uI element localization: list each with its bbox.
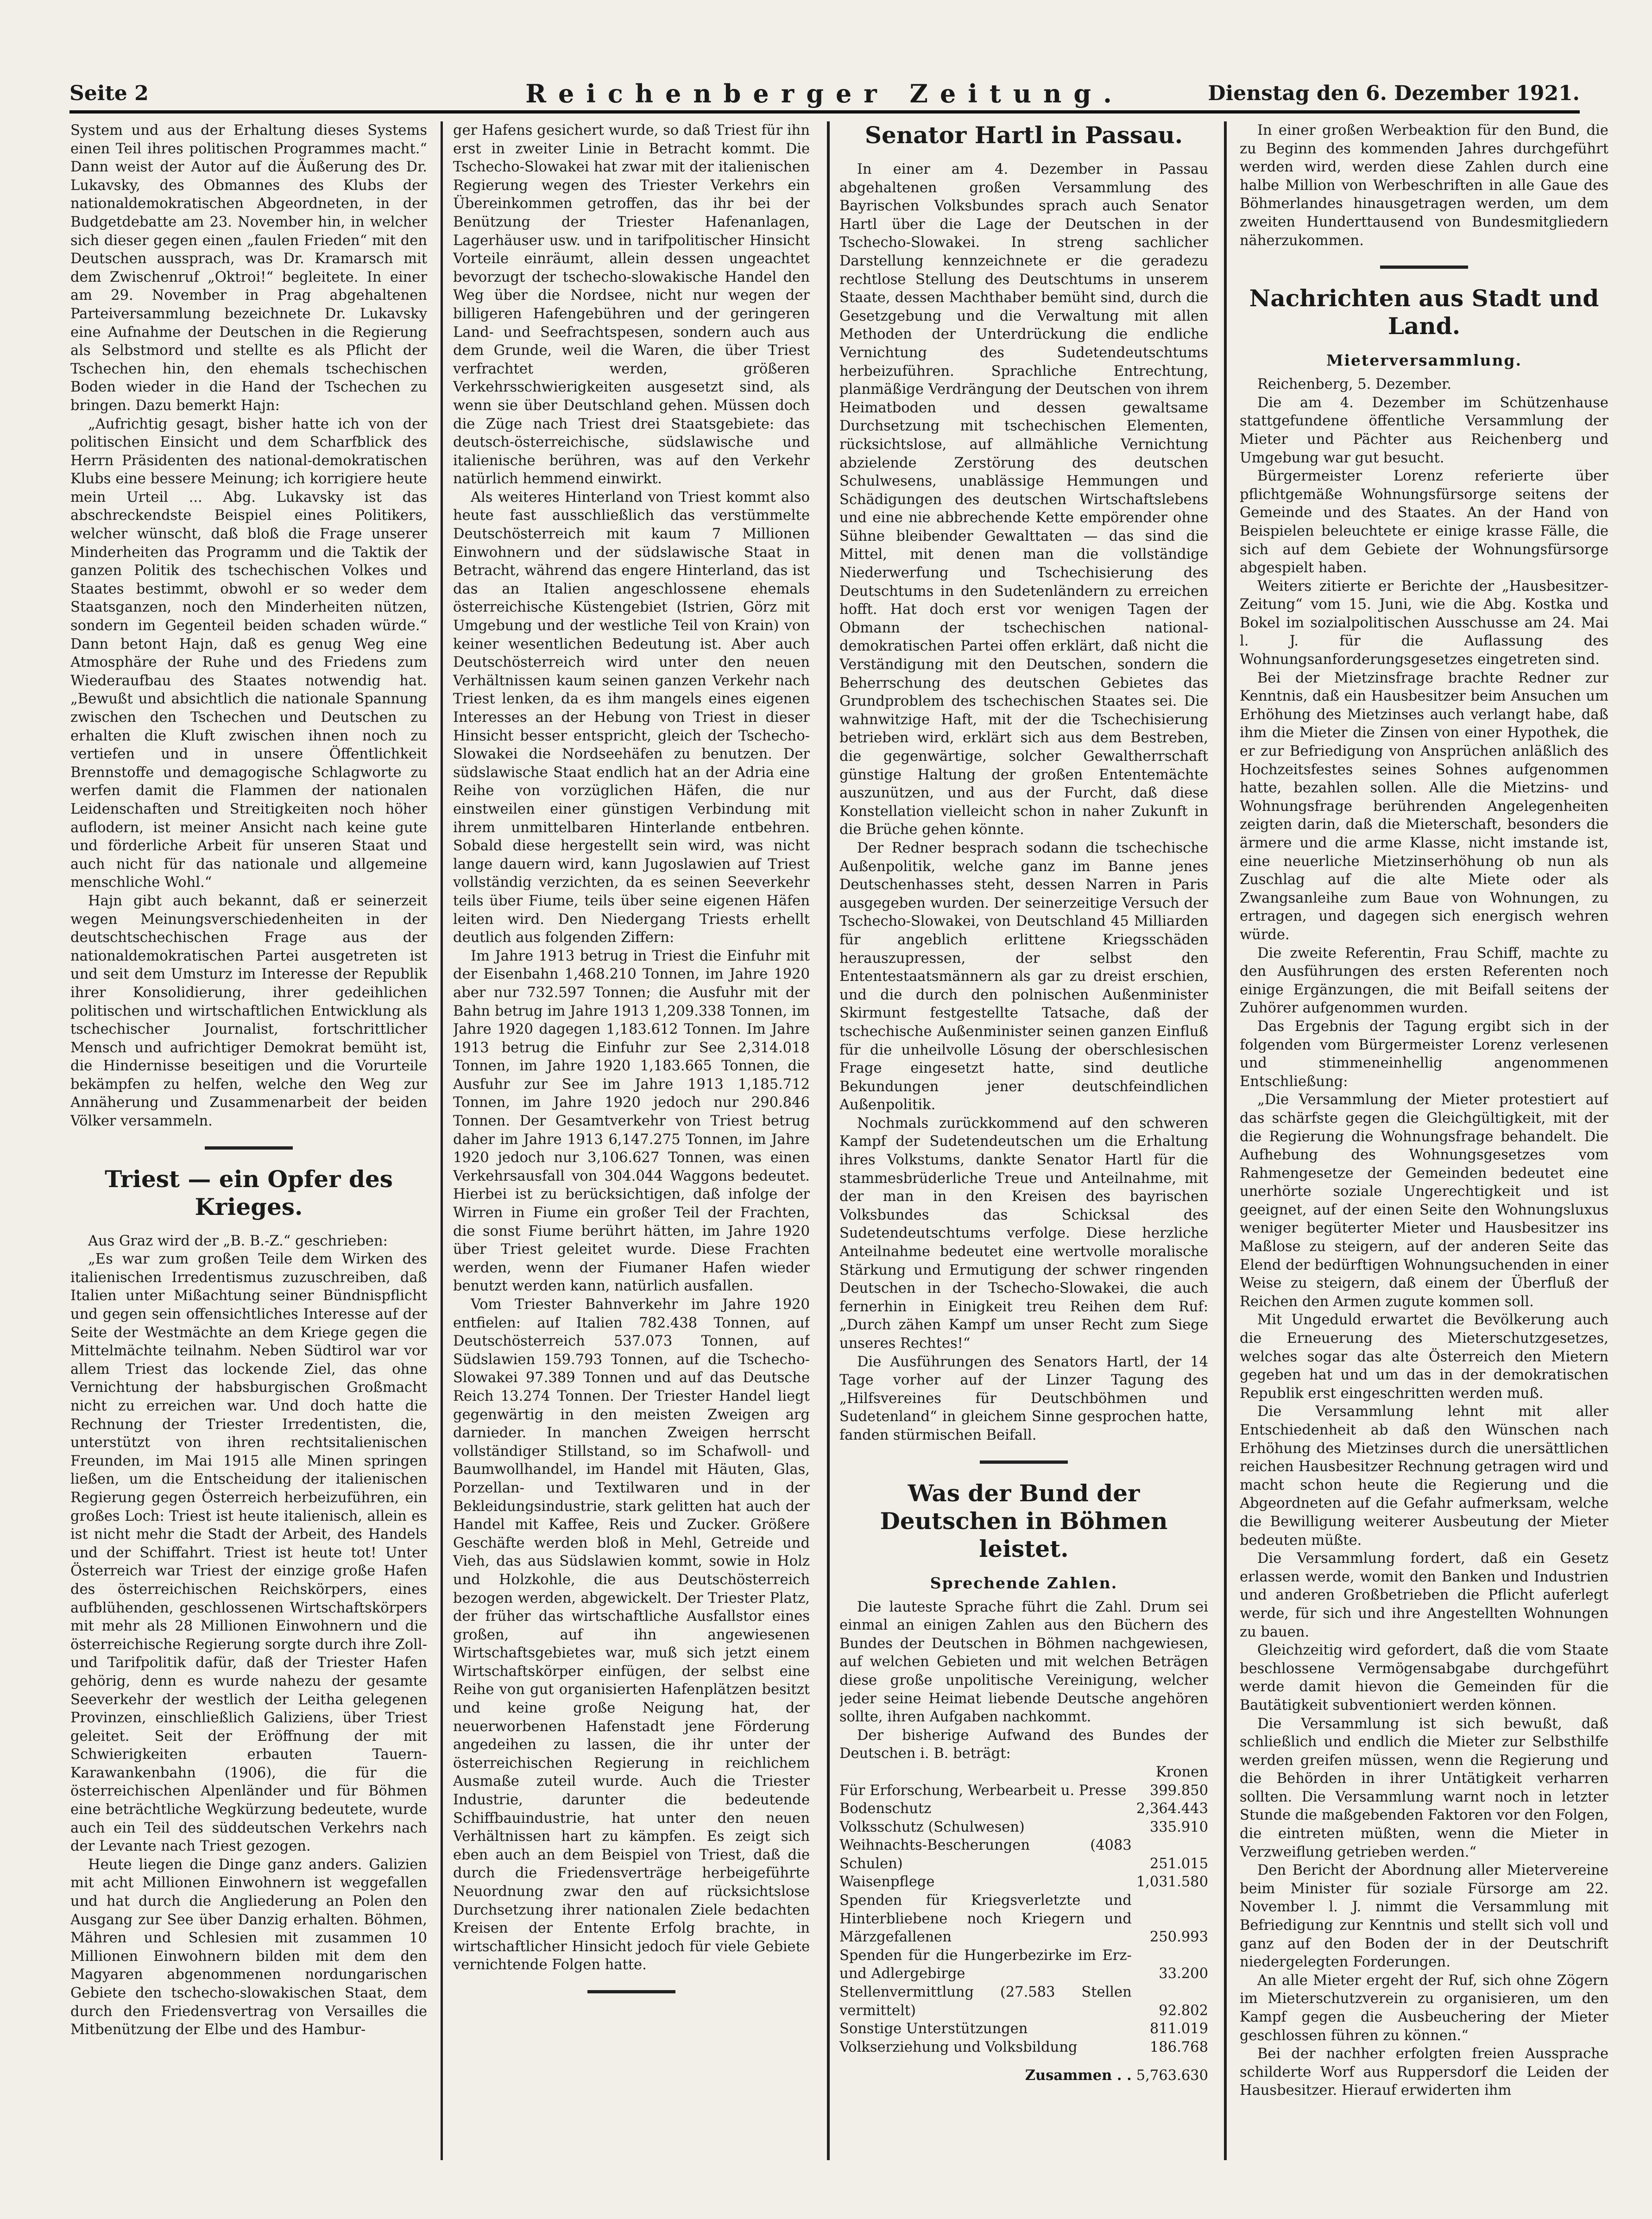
- row-label: Weihnachts-Bescherungen (4083 Schulen): [839, 1837, 1132, 1872]
- row-label: Bodenschutz: [839, 1801, 932, 1817]
- separator: [980, 1460, 1068, 1464]
- table-unit-header: Kronen: [1155, 1764, 1208, 1780]
- row-value: 399.850: [1149, 1782, 1208, 1799]
- paragraph: Gleichzeitig wird gefordert, daß die vom Staate beschlossene Vermögensabgabe durchgeführt werde damit hievon die Gemeinden für die Bautätigkeit subventioniert werden können.: [1240, 1642, 1608, 1713]
- row-value: 186.768: [1149, 2039, 1208, 2055]
- row-value: 1,031.580: [1136, 1874, 1208, 1890]
- headline-bund-der-deutschen: Was der Bund der Deutschen in Böhmen leistet.: [880, 1479, 1168, 1562]
- paragraph: Bürgermeister Lorenz referierte über pflichtgemäße Wohnungsfürsorge seitens der Gemeinde und des Staates. An der Hand von Beispielen beleuchtete er einige krasse Fälle, die sich auf dem Gebiete der Wohnungsfürsorge abgespielt haben.: [1240, 468, 1608, 576]
- row-label: Volkserziehung und Volksbildung: [839, 2039, 1078, 2055]
- paragraph: Das Ergebnis der Tagung ergibt sich in der folgenden vom Bürgermeister Lorenz verlesenen und stimmeneinhellig angenommenen Entschließung:: [1240, 1018, 1608, 1090]
- row-label: Spenden für Kriegsverletzte und Hinterbliebene noch Kriegern und Märzgefallenen: [839, 1892, 1132, 1946]
- table-row: [839, 2020, 1208, 2038]
- table-row: [839, 1782, 1208, 1800]
- row-label: Waisenpflege: [839, 1874, 935, 1890]
- paragraph: Bei der nachher erfolgten freien Aussprache schilderte Worf aus Ruppersdorf die Leiden der Hausbesitzer. Hierauf erwiderten ihm: [1240, 2046, 1608, 2099]
- row-label: Für Erforschung, Werbearbeit u. Presse: [839, 1782, 1127, 1799]
- paragraph: Aus Graz wird der „B. B.-Z.“ geschrieben:: [88, 1233, 388, 1249]
- row-value: 251.015: [1149, 1855, 1208, 1872]
- separator: [587, 1990, 675, 1993]
- issue-date: Dienstag den 6. Dezember 1921.: [1208, 82, 1580, 105]
- paragraph: Als weiteres Hinterland von Triest kommt also heute fast ausschließlich das verstümmelte Deutschösterreich mit kaum 7 Millionen Einwohnern und der südslawische Staat in Betracht, während das engere Hinterland, das ist das an Italien angeschlossene ehemals österreichische Küstengebiet (Istrien, Görz mit Umgebung und der westliche Teil von Krain) von keiner wesentlichen Bedeutung ist. Aber auch Deutschösterreich wird unter den neuen Verhältnissen kaum seinen ganzen Verkehr nach Triest lenken, da es ihm mangels eines eigenen Interesses an der Hebung von Triest in dieser Hinsicht besser entspricht, gleich der Tschecho-Slowakei die Nordseehäfen zu benutzen. Der südslawische Staat endlich hat an der Adria eine Reihe von vorzüglichen Häfen, die nur einstweilen einer günstigen Verbindung mit ihrem unmittelbaren Hinterlande entbehren. Sobald diese hergestellt sein wird, was nicht lange dauern wird, kann Jugoslawien auf Triest vollständig verzichten, da es seinen Seeverkehr teils über Fiume, teils über seine eigenen Häfen leiten wird. Den Niedergang Triests erhellt deutlich aus folgenden Ziffern:: [453, 489, 810, 946]
- column-4: [1240, 121, 1608, 2156]
- paragraph: Die zweite Referentin, Frau Schiff, machte zu den Ausführungen des ersten Referenten noch einige Ergänzungen, die mit Beifall seitens der Zuhörer aufgenommen wurden.: [1240, 945, 1608, 1017]
- paragraph: Die Versammlung lehnt mit aller Entschiedenheit ab daß den Wünschen nach Erhöhung des Mietzinses durch die unersättlichen reichen Hausbesitzer Rechnung getragen wird und macht schon heute die Regierung und die Abgeordneten auf die Gefahr aufmerksam, welche die Bewilligung weiterer Ausbeutung der Mieter bedeuten müßte.: [1240, 1403, 1608, 1549]
- row-value: 811.019: [1149, 2021, 1208, 2037]
- paragraph: Mit Ungeduld erwartet die Bevölkerung auch die Erneuerung des Mieterschutzgesetzes, welches sogar das alte Österreich den Mietern gegeben hat und um das in der demokratischen Republik erst eingeschritten werden muß.: [1240, 1312, 1608, 1402]
- paragraph: Die Ausführungen des Senators Hartl, der 14 Tage vorher auf der Linzer Tagung des „Hilfsvereines für Deutschböhmen und Sudetenland“ in gleichem Sinne gesprochen hatte, fanden stürmischen Beifall.: [839, 1353, 1208, 1443]
- newspaper-title: Reichenberger Zeitung.: [525, 79, 1124, 108]
- column-rule: [1224, 121, 1227, 2160]
- paragraph: Den Bericht der Abordnung aller Mietervereine beim Minister für soziale Fürsorge am 22. November l. J. nimmt die Versammlung mit Befriedigung zur Kenntnis und stellt sich voll und ganz auf den Boden der in der Deutschrift niedergelegten Forderungen.: [1240, 1862, 1608, 1971]
- paragraph: Heute liegen die Dinge ganz anders. Galizien mit acht Millionen Einwohnern ist weggefallen und hat durch die Angliederung an Polen den Ausgang zur See über Danzig erhalten. Böhmen, Mähren und Schlesien mit zusammen 10 Millionen Einwohnern bilden mit dem den Magyaren abgenommenen nordungarischen Gebiete den tschecho-slowakischen Staat, dem durch den Friedensvertrag von Versailles die Mitbenützung der Elbe und des Hambur-: [70, 1856, 427, 2038]
- table-row: [839, 1800, 1208, 1818]
- masthead: [69, 78, 1580, 114]
- subheadline-mieterversammlung: Mieterversammlung.: [1326, 351, 1522, 370]
- table-row: [839, 1836, 1208, 1873]
- row-value: 92.802: [1159, 2002, 1208, 2019]
- paragraph: ger Hafens gesichert wurde, so daß Triest für ihn erst in zweiter Linie in Betracht kommt. Die Tschecho-Slowakei hat zwar mit der italienischen Regierung wegen des Triester Verkehrs ein Übereinkommen getroffen, das ihr bei der Benützung der Triester Hafenanlagen, Lagerhäuser usw. und in tarifpolitischer Hinsicht Vorteile einräumt, allein dessen ungeachtet bevorzugt der tschecho-slowakische Handel den Weg über die Nordsee, nicht nur wegen der billigeren Hafengebühren und der geringeren Land- und Seefrachtspesen, sondern auch aus dem Grunde, weil die Waren, die über Triest verfrachtet werden, größeren Verkehrsschwierigkeiten ausgesetzt sind, als wenn sie über Deutschland gehen. Müssen doch die Züge nach Triest drei Staatsgebiete: das deutsch-österreichische, südslawische und italienische berühren, was auf den Verkehr natürlich hemmend einwirkt.: [453, 122, 810, 487]
- row-label: Sonstige Unterstützungen: [839, 2021, 1028, 2037]
- paragraph: Hajn gibt auch bekannt, daß er seinerzeit wegen Meinungsverschiedenheiten in der deutschtschechischen Frage aus der nationaldemokratischen Partei ausgetreten ist und seit dem Umsturz im Interesse der Republik ihrer Konsolidierung, ihrer gedeihlichen politischen und wirtschaftlichen Entwicklung als tschechischer Journalist, fortschrittlicher Mensch und aufrichtiger Demokrat bemüht ist, die Hindernisse beseitigen und die Vorurteile bekämpfen zu helfen, welche den Weg zur Annäherung und Zusammenarbeit der beiden Völker versammeln.: [70, 892, 427, 1130]
- row-label: Spenden für die Hungerbezirke im Erz- und Adlergebirge: [839, 1947, 1132, 1982]
- total-label: Zusammen . .: [1025, 2067, 1132, 2084]
- expenditure-table: [839, 1763, 1208, 2085]
- paragraph: Die am 4. Dezember im Schützenhause stattgefundene öffentliche Versammlung der Mieter und Pächter aus Reichenberg und Umgebung war gut besucht.: [1240, 394, 1608, 466]
- table-total-row: [839, 2056, 1208, 2085]
- table-row: [839, 1891, 1208, 1947]
- row-value: 2,364.443: [1136, 1801, 1208, 1817]
- total-value: 5,763.630: [1136, 2067, 1208, 2084]
- paragraph: Die Versammlung ist sich bewußt, daß schließlich und endlich die Mieter zur Selbsthilfe werden greifen müssen, wenn die Regierung und die Behörden in ihrer Untätigkeit verharren sollten. Die Versammlung warnt noch in letzter Stunde die maßgebenden Faktoren vor den Folgen, die eintreten müßten, wenn die Mieter in Verzweiflung getrieben werden.“: [1240, 1715, 1608, 1860]
- row-value: 335.910: [1149, 1819, 1208, 1835]
- headline-triest: Triest — ein Opfer des Krieges.: [105, 1165, 393, 1220]
- table-row: [839, 1818, 1208, 1837]
- column-1: [70, 121, 427, 2156]
- column-3: [839, 121, 1208, 2156]
- separator: [205, 1146, 293, 1150]
- headline-nachrichten: Nachrichten aus Stadt und Land.: [1249, 284, 1599, 340]
- paragraph: An alle Mieter ergeht der Ruf, sich ohne Zögern im Mieterschutzverein zu organisieren, um den Kampf gegen die Ausbeuchering der Mieter geschlossen führen zu können.“: [1240, 1972, 1608, 2044]
- paragraph: „Es war zum großen Teile dem Wirken des italienischen Irredentismus zuzuschreiben, daß Italien unter Mißachtung seiner Bündnispflicht und gegen sein offensichtliches Interesse auf der Seite der Westmächte an dem Kriege gegen die Mittelmächte teilnahm. Neben Südtirol war vor allem Triest das lockende Ziel, das ohne Vernichtung der habsburgischen Großmacht nicht zu erreichen war. Und doch hatte die Rechnung der Triester Irredentisten, die, unterstützt von ihren rechtsitalienischen Freunden, im Mai 1915 alle Minen springen ließen, um die Entscheidung der italienischen Regierung gegen Österreich herbeizuführen, ein großes Loch: Triest ist heute italienisch, allein es ist nicht mehr die Stadt der Arbeit, des Handels und der Schiffahrt. Triest ist heute tot! Unter Österreich war Triest der einzige große Hafen des österreichischen Reichskörpers, eines aufblühenden, geschlossenen Wirtschaftskörpers mit mehr als 28 Millionen Einwohnern und die österreichische Regierung sorgte durch ihre Zoll- und Tarifpolitik dafür, daß der Triester Hafen gehörig, denn es wurde nahezu der gesamte Seeverkehr der westlich der Leitha gelegenen Provinzen, einschließlich Galiziens, über Triest geleitet. Seit der Eröffnung der mit Schwierigkeiten erbauten Tauern-Karawankenbahn (1906), die für die österreichischen Alpenländer und für Böhmen eine beträchtliche Wegkürzung bedeutete, wurde auch ein Teil des süddeutschen Verkehrs nach der Levante nach Triest gezogen.: [70, 1251, 427, 1855]
- row-label: Volksschutz (Schulwesen): [839, 1819, 1025, 1835]
- column-2: [453, 121, 810, 2156]
- paragraph: In einer am 4. Dezember in Passau abgehaltenen großen Versammlung des Bayrischen Volksbundes sprach auch Senator Hartl über die Lage der Deutschen in der Tschecho-Slowakei. In streng sachlicher Darstellung kennzeichnete er die geradezu rechtlose Stellung des Deutschtums in unserem Staate, dessen Machthaber bemüht sind, durch die Gesetzgebung und die Verwaltung mit allen Methoden der Unterdrückung die endliche Vernichtung des Sudetendeutschtums herbeizuführen. Sprachliche Entrechtung, planmäßige Verdrängung der Deutschen von ihrem Heimatboden und dessen gewaltsame Durchsetzung mit tschechischen Elementen, rücksichtslose, auf allmähliche Vernichtung abzielende Zerstörung des deutschen Schulwesens, unablässige Hemmungen und Schädigungen des deutschen Wirtschaftslebens und eine nie abbrechende Kette empörender ohne Sühne bleibender Gewalttaten — das sind die Mittel, mit denen man die vollständige Niederwerfung und Tschechisierung des Deutschtums in den Sudetenländern zu erreichen hofft. Hat doch erst vor wenigen Tagen der Obmann der tschechischen national-demokratischen Partei offen erklärt, daß nicht die Verständigung mit den Deutschen, sondern die Beherrschung des deutschen Gebietes das Grundproblem des tschechischen Staates sei. Die wahnwitzige Haft, mit der die Tschechisierung betrieben wird, erklärt sich aus dem Bestreben, die gegenwärtige, solcher Gewaltherrschaft günstige Haltung der großen Ententemächte auszunützen, und aus der Furcht, daß diese Konstellation vielleicht schon in naher Zukunft in die Brüche gehen könnte.: [839, 161, 1208, 838]
- table-row: [839, 1983, 1208, 2020]
- paragraph: Im Jahre 1913 betrug in Triest die Einfuhr mit der Eisenbahn 1,468.210 Tonnen, im Jahre 1920 aber nur 732.597 Tonnen; die Ausfuhr mit der Bahn betrug im Jahre 1913 1,209.338 Tonnen, im Jahre 1920 dagegen 1,183.612 Tonnen. Im Jahre 1913 betrug die Einfuhr zur See 2,314.018 Tonnen, im Jahre 1920 1,183.665 Tonnen, die Ausfuhr zur See im Jahre 1913 1,185.712 Tonnen, im Jahre 1920 jedoch nur 290.846 Tonnen. Der Gesamtverkehr von Triest betrug daher im Jahre 1913 6,147.275 Tonnen, im Jahre 1920 jedoch nur 3,106.627 Tonnen, was einen Verkehrsausfall von 304.044 Waggons bedeutet. Hierbei ist zu berücksichtigen, daß infolge der Wirren in Fiume ein großer Teil der Frachten, die sonst Fiume berührt hätten, im Jahre 1920 über Triest geleitet wurde. Diese Frachten werden, wenn der Fiumaner Hafen wieder benutzt werden kann, natürlich ausfallen.: [453, 948, 810, 1295]
- row-value: 250.993: [1149, 1929, 1208, 1946]
- paragraph: Die lauteste Sprache führt die Zahl. Drum sei einmal an einigen Zahlen aus den Büchern des Bundes der Deutschen in Böhmen nachgewiesen, auf welchen Gebieten und mit welchen Beträgen diese große unpolitische Vereinigung, welcher jeder seine Heimat liebende Deutsche angehören sollte, ihren Aufgaben nachkommt.: [839, 1599, 1208, 1726]
- paragraph: Der bisherige Aufwand des Bundes der Deutschen i. B. beträgt:: [839, 1727, 1208, 1762]
- paragraph: Vom Triester Bahnverkehr im Jahre 1920 entfielen: auf Italien 782.438 Tonnen, auf Deutschösterreich 537.073 Tonnen, auf Südslawien 159.793 Tonnen, auf die Tschecho-Slowakei 97.389 Tonnen und auf das Deutsche Reich 13.274 Tonnen. Der Triester Handel liegt gegenwärtig in den meisten Zweigen arg darnieder. In manchen Zweigen herrscht vollständiger Stillstand, so im Schafwoll- und Baumwollhandel, im Handel mit Häuten, Glas, Porzellan- und Textilwaren und in der Bekleidungsindustrie, stark gelitten hat auch der Handel mit Kaffee, Reis und Zucker. Größere Geschäfte werden bloß in Mehl, Getreide und Vieh, das aus Südslawien kommt, sowie in Holz und Holzkohle, die aus Deutschösterreich bezogen werden, abgewickelt. Der Triester Platz, der früher das wirtschaftliche Ausfallstor eines großen, auf ihn angewiesenen Wirtschaftsgebietes war, muß sich jetzt einem Wirtschaftskörper einfügen, der selbst eine Reihe von gut organisierten Hafenplätzen besitzt und keine große Neigung hat, der neuerworbenen Hafenstadt jene Förderung angedeihen zu lassen, die ihr unter der österreichischen Regierung in reichlichem Ausmaße zuteil wurde. Auch die Triester Industrie, darunter die bedeutende Schiffbauindustrie, hat unter den neuen Verhältnissen hart zu kämpfen. Es zeigt sich eben auch an dem Beispiel von Triest, daß die durch die Friedensverträge herbeigeführte Neuordnung zwar den auf rücksichtslose Durchsetzung ihrer nationalen Ziele bedachten Kreisen der Entente Erfolg brachte, in wirtschaftlicher Hinsicht jedoch für viele Gebiete vernichtende Folgen hatte.: [453, 1296, 810, 1973]
- paragraph: Der Redner besprach sodann die tschechische Außenpolitik, welche ganz im Banne jenes Deutschenhasses steht, dessen Narren in Paris ausgegeben wurden. Der seinerzeitige Versuch der Tschecho-Slowakei, von Deutschland 45 Milliarden für angeblich erlittene Kriegsschäden herauszupressen, der selbst den Ententestaatsmännern als gar zu dreist erschien, und die durch den polnischen Außenminister Skirmunt festgestellte Tatsache, daß der tschechische Außenminister seinen ganzen Einfluß für die unheilvolle Lösung der oberschlesischen Frage eingesetzt hatte, sind deutliche Bekundungen jener deutschfeindlichen Außenpolitik.: [839, 840, 1208, 1113]
- separator: [1380, 266, 1468, 269]
- column-rule: [827, 121, 830, 2160]
- page-number: Seite 2: [69, 82, 149, 105]
- paragraph: „Die Versammlung der Mieter protestiert auf das schärfste gegen die Gleichgültigkeit, mit der die Regierung die Wohnungsfrage behandelt. Die Aufhebung des Wohnungsgesetzes vom Rahmengesetze der Gemeinden bedeutet eine unerhörte soziale Ungerechtigkeit und ist geeignet, auf der einen Seite den Wohnungsluxus weniger begüterter Mieter und Hausbesitzer ins Maßlose zu steigern, auf der anderen Seite das Elend der bedürftigen Wohnungsuchenden in einer Weise zu steigern, daß einem der Überfluß der Reichen den Armen zugute kommen soll.: [1240, 1092, 1608, 1310]
- subheadline: Sprechende Zahlen.: [930, 1574, 1118, 1592]
- table-row: [839, 1873, 1208, 1891]
- row-label: Stellenvermittlung (27.583 Stellen vermittelt): [839, 1984, 1132, 2019]
- dateline: Reichenberg, 5. Dezember.: [1257, 376, 1452, 393]
- paragraph: Bei der Mietzinsfrage brachte Redner zur Kenntnis, daß ein Hausbesitzer beim Ansuchen um Erhöhung des Mietzinses auch verlangt habe, daß ihm die Mieter die Zinsen von einer Hypothek, die er zur Befriedigung von Ansprüchen anläßlich des Hochzeitsfestes seines Sohnes aufgenommen hatte, bezahlen sollen. Alle die Mietzins- und Wohnungsfrage berührenden Angelegenheiten zeigten darin, daß die Mieterschaft, besonders die ärmere und die arme Klasse, nicht imstande ist, eine neuerliche Mietzinserhöhung ob nun als Zuschlag auf die alte Miete oder als Zwangsanleihe zum Baue von Wohnungen, zu ertragen, und dagegen sich energisch wehren würde.: [1240, 670, 1608, 943]
- paragraph: Weiters zitierte er Berichte der „Hausbesitzer-Zeitung“ vom 15. Juni, wie die Abg. Kostka und Bokel im sozialpolitischen Ausschusse am 24. Mai l. J. für die Auflassung des Wohnungsanforderungsgesetzes eingetreten sind.: [1240, 578, 1608, 668]
- table-row: [839, 1947, 1208, 1983]
- row-value: 33.200: [1159, 1966, 1208, 1982]
- paragraph: „Aufrichtig gesagt, bisher hatte ich von der politischen Einsicht und dem Scharfblick des Herrn Präsidenten des national-demokratischen Klubs eine bessere Meinung; ich korrigiere heute mein Urteil ... Abg. Lukavsky ist das abschreckendste Beispiel eines Politikers, welcher wünscht, daß bloß die Frage unserer Minderheiten das Programm und die Taktik der ganzen Politik des tschechischen Volkes und Staates bestimmt, obwohl er so weder dem Staatsganzen, noch den Minderheiten nützen, sondern im Gegenteil beiden schaden würde.“ Dann betont Hajn, daß es genug Weg eine Atmosphäre der Ruhe und des Friedens zum Wiederaufbau des Staates notwendig hat. „Bewußt und absichtlich die nationale Spannung zwischen den Tschechen und Deutschen zu erhalten die Kluft zwischen ihnen noch zu vertiefen und in unsere Öffentlichkeit Brennstoffe und demagogische Schlagworte zu werfen damit die Flammen der nationalen Leidenschaften und Streitigkeiten noch höher auflodern, ist meiner Ansicht nach keine gute und förderliche Arbeit für unseren Staat und auch nicht für das nationale und allgemeine menschliche Wohl.“: [70, 416, 427, 891]
- paragraph: In einer großen Werbeaktion für den Bund, die zu Beginn des kommenden Jahres durchgeführt werden wird, werden diese Zahlen durch eine halbe Million von Werbeschriften in alle Gaue des Böhmerlandes hinausgetragen werden, um dem zweiten Hunderttausend von Bundesmitgliedern näherzukommen.: [1240, 122, 1608, 249]
- paragraph: Die Versammlung fordert, daß ein Gesetz erlassen werde, womit den Banken und Industrien und anderen Großbetrieben die Pflicht auferlegt werde, für sich und ihre Angestellten Wohnungen zu bauen.: [1240, 1550, 1608, 1640]
- paragraph: Nochmals zurückkommend auf den schweren Kampf der Sudetendeutschen um die Erhaltung ihres Volkstums, dankte Senator Hartl für die stammesbrüderliche Treue und Anteilnahme, mit der man in den Kreisen des bayrischen Volksbundes das Schicksal des Sudetendeutschtums verfolge. Diese herzliche Anteilnahme bedeutet eine wertvolle moralische Stärkung und Ermutigung der schwer ringenden Deutschen in der Tschecho-Slowakei, die auch fernerhin in Einigkeit treu Reihen dem Ruf: „Durch zähen Kampf um unser Recht zum Siege unseres Rechtes!“: [839, 1115, 1208, 1352]
- column-rule: [441, 121, 443, 2160]
- table-row: [839, 2038, 1208, 2057]
- paragraph: System und aus der Erhaltung dieses Systems einen Teil ihres politischen Programmes macht.“ Dann weist der Autor auf die Äußerung des Dr. Lukavsky, des Obmannes des Klubs der nationaldemokratischen Abgeordneten, in der Budgetdebatte am 23. November hin, in welcher sich dieser gegen einen „faulen Frieden“ mit den Deutschen aussprach, was Dr. Kramarsch mit dem Zwischenruf „Oktroi!“ begleitete. In einer am 29. November in Prag abgehaltenen Parteiversammlung bezeichnete Dr. Lukavsky eine Aufnahme der Deutschen in die Regierung als Selbstmord und stellte es als Pflicht der Tschechen hin, den ehemals tschechischen Boden wieder in die Hand der Tschechen zu bringen. Dazu bemerkt Hajn:: [70, 122, 427, 414]
- headline-senator-hartl: Senator Hartl in Passau.: [864, 121, 1183, 149]
